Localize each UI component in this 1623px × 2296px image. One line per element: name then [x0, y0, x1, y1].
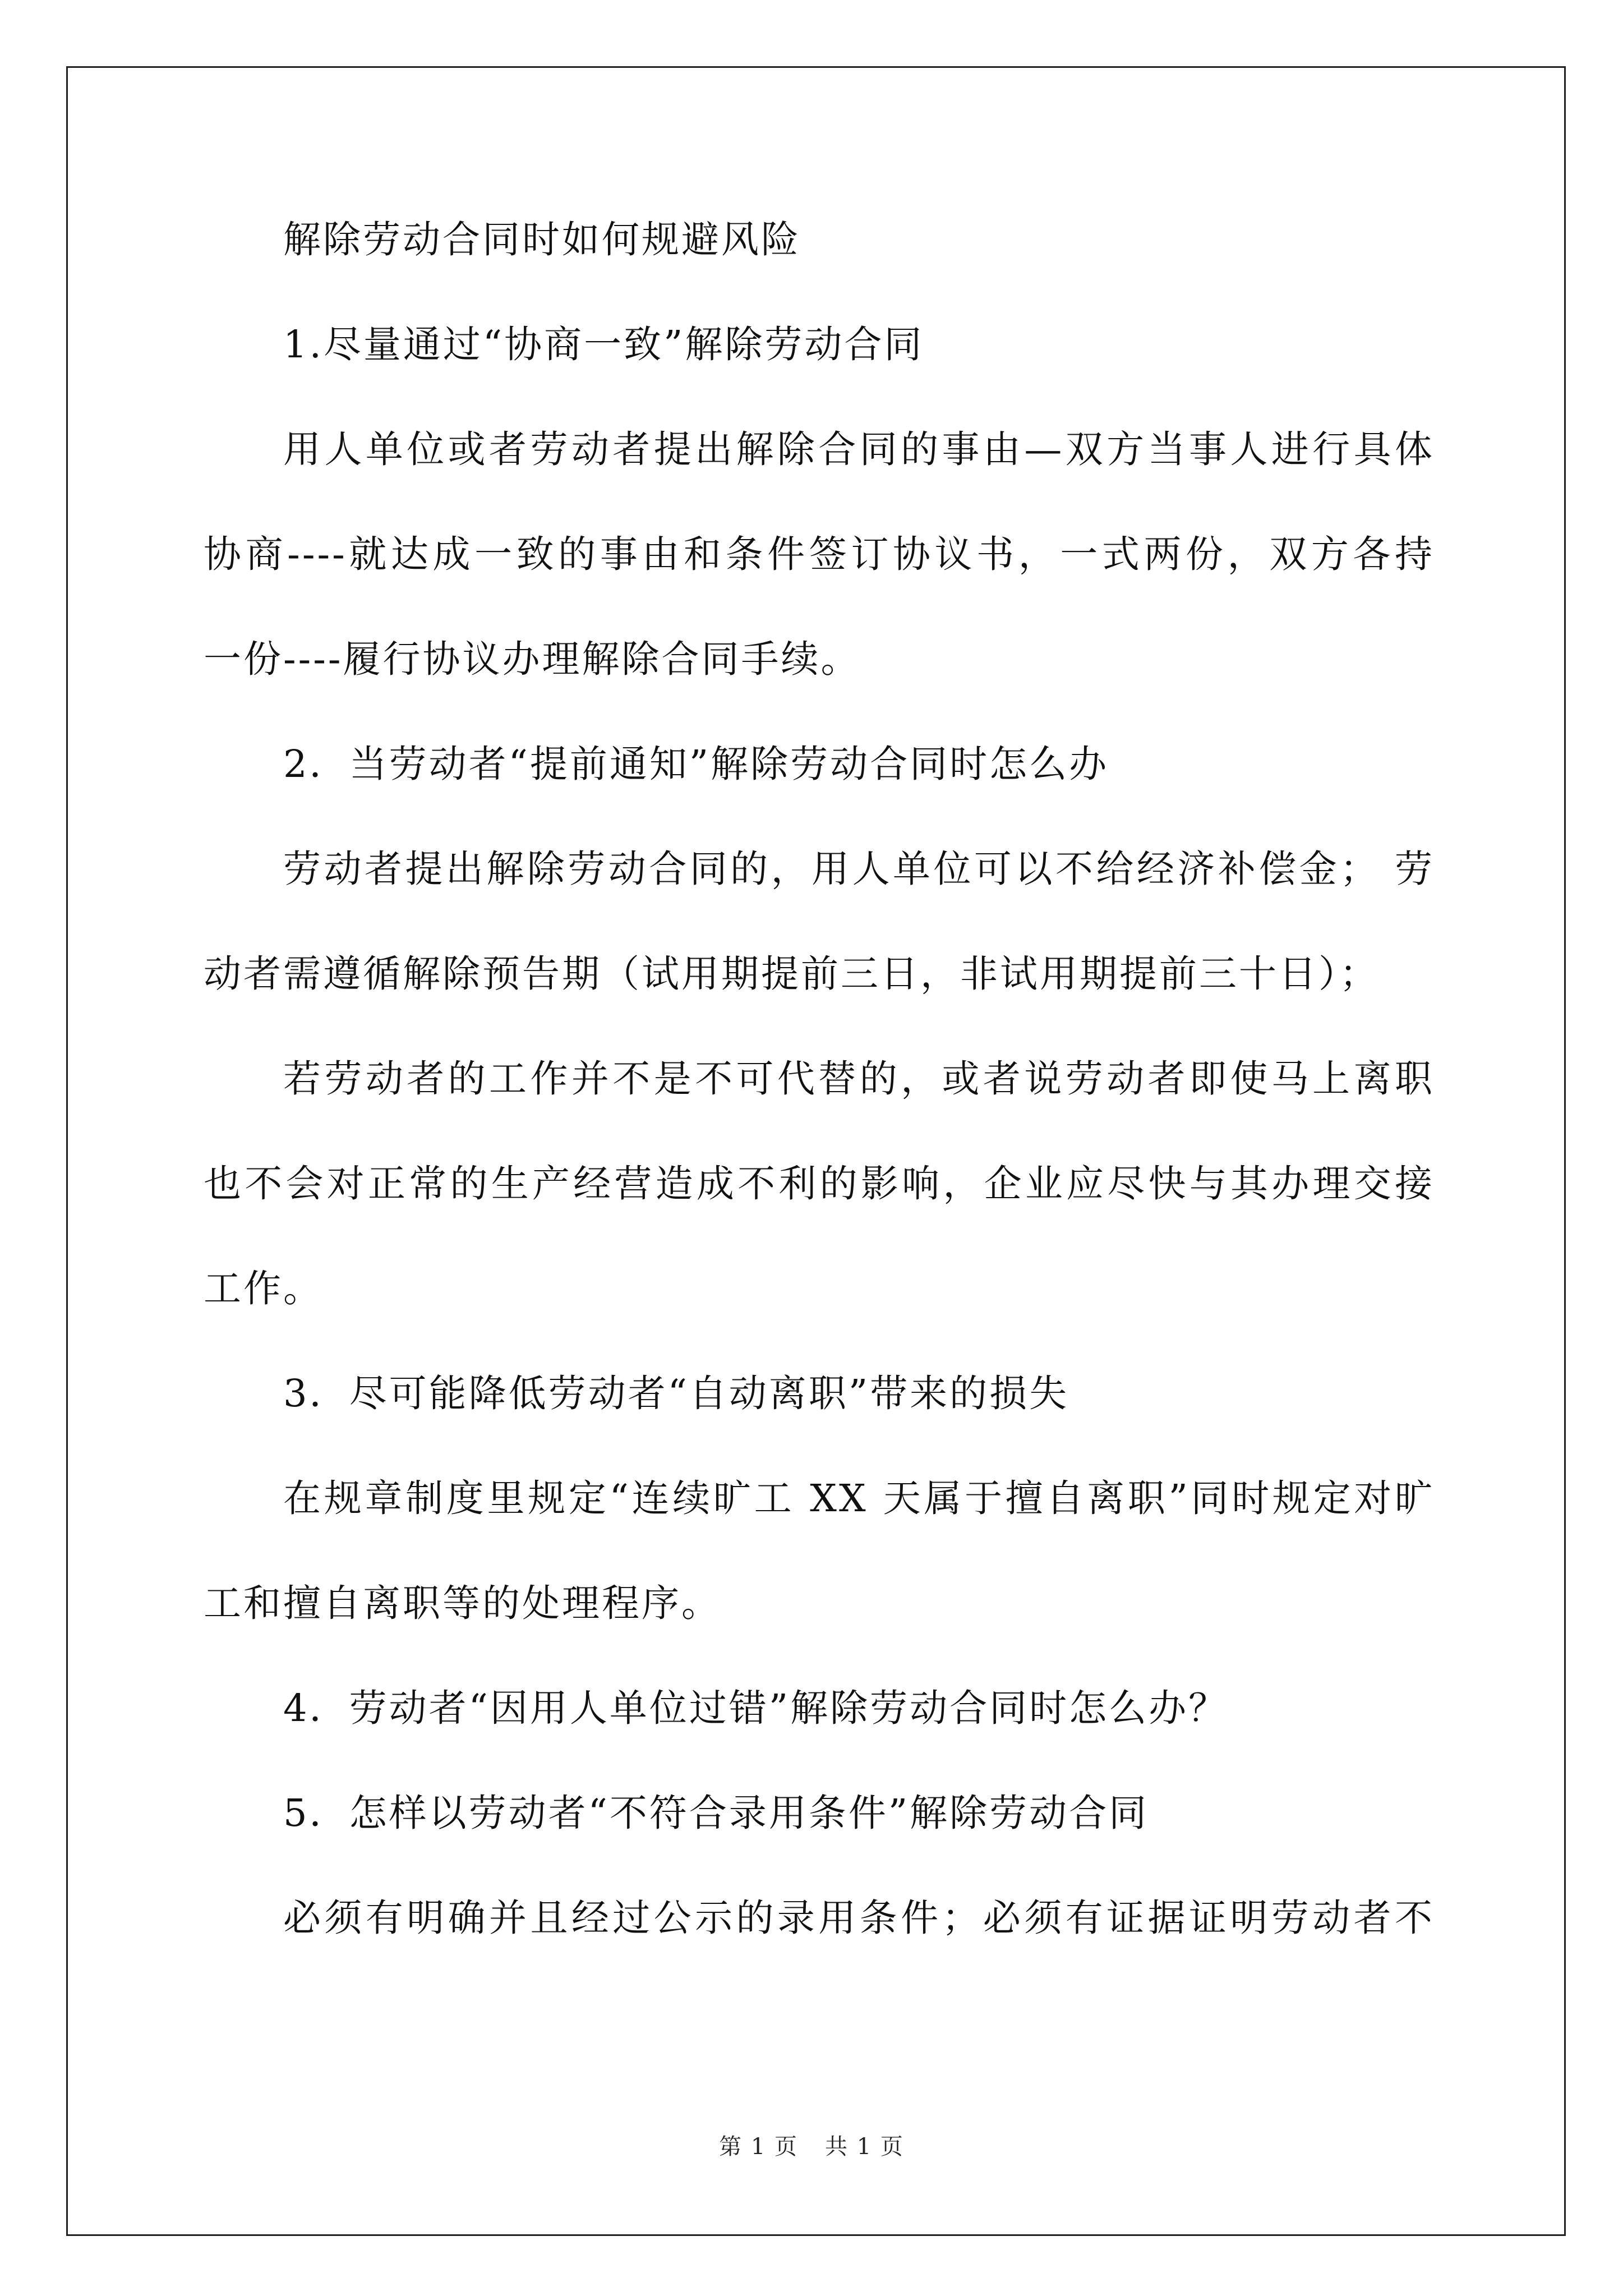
page-number-current: 第 1 页	[719, 2134, 798, 2160]
text-line: 4．劳动者“因用人单位过错”解除劳动合同时怎么办？	[283, 1686, 1229, 1730]
text-line: 3．尽可能降低劳动者“自动离职”带来的损失	[283, 1372, 1069, 1415]
text-line: 2．当劳动者“提前通知”解除劳动合同时怎么办	[283, 742, 1109, 786]
text-line: 劳动者提出解除劳动合同的，用人单位可以不给经济补偿金； 劳	[283, 847, 1435, 891]
text-line: 在规章制度里规定“连续旷工 XX 天属于擅自离职”同时规定对旷	[283, 1476, 1435, 1520]
page-footer	[0, 2129, 1623, 2161]
text-line: 1.尽量通过“协商一致”解除劳动合同	[283, 323, 924, 366]
text-line: 5．怎样以劳动者“不符合录用条件”解除劳动合同	[283, 1791, 1149, 1835]
text-line: 工作。	[204, 1267, 323, 1310]
text-line: 动者需遵循解除预告期（试用期提前三日，非试用期提前三十日）；	[204, 952, 1380, 996]
page-number-total: 共 1 页	[825, 2134, 904, 2160]
text-line: 一份----履行协议办理解除合同手续。	[204, 637, 861, 681]
text-line: 解除劳动合同时如何规避风险	[283, 218, 801, 261]
text-line: 工和擅自离职等的处理程序。	[204, 1581, 721, 1625]
text-line: 协商----就达成一致的事由和条件签订协议书，一式两份，双方各持	[204, 532, 1435, 576]
text-line: 必须有明确并且经过公示的录用条件；必须有证据证明劳动者不	[283, 1896, 1435, 1940]
text-line: 用人单位或者劳动者提出解除合同的事由—双方当事人进行具体	[283, 427, 1435, 471]
text-line: 也不会对正常的生产经营造成不利的影响，企业应尽快与其办理交接	[204, 1162, 1435, 1205]
document-body	[204, 213, 1435, 1945]
text-line: 若劳动者的工作并不是不可代替的，或者说劳动者即使马上离职	[283, 1057, 1435, 1101]
